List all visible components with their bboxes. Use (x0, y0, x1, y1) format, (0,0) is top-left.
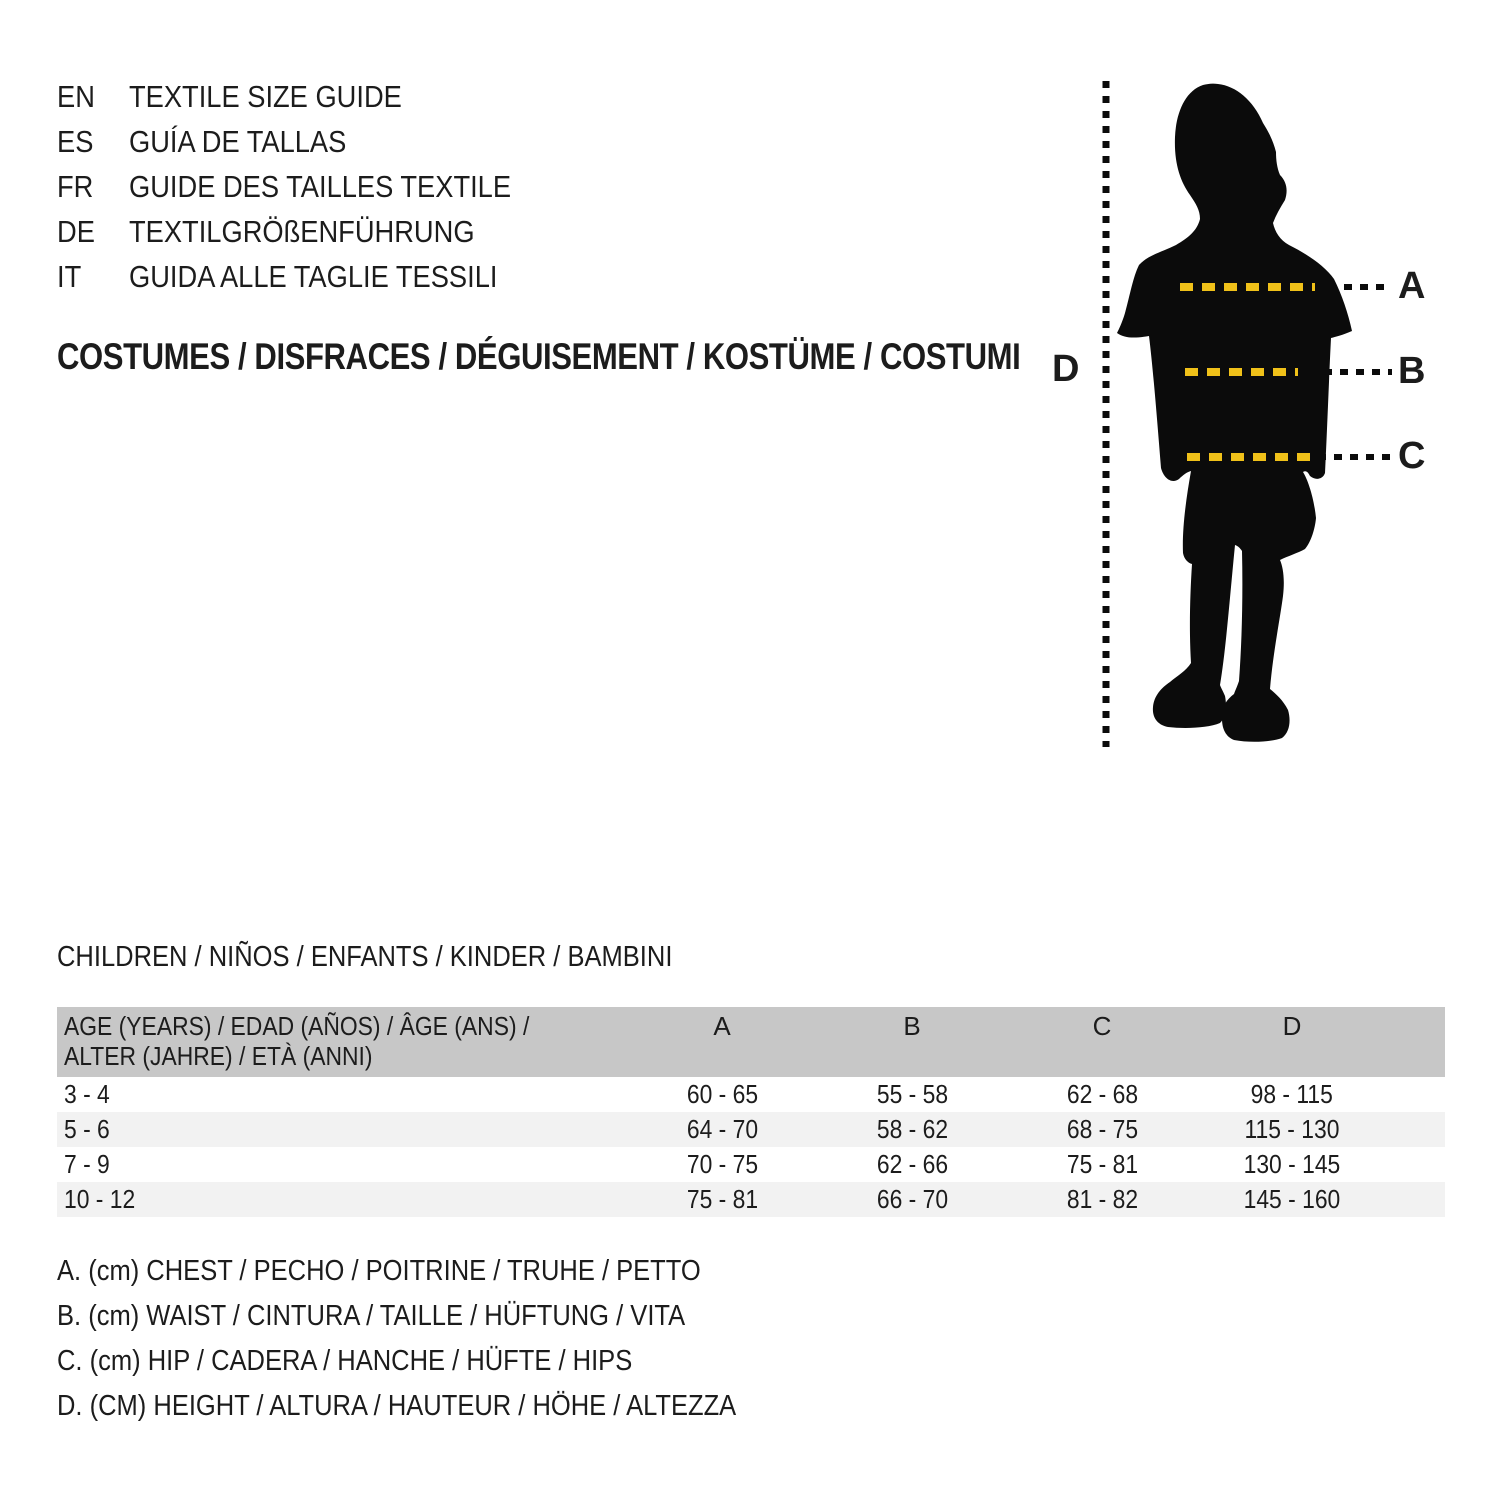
hip-cell: 81 - 82 (1066, 1184, 1138, 1214)
children-section-title: CHILDREN / NIÑOS / ENFANTS / KINDER / BAMBINI (57, 941, 673, 973)
measurement-legend (57, 1249, 829, 1429)
lang-title: GUIDA ALLE TAGLIE TESSILI (129, 258, 498, 294)
waist-cell: 58 - 62 (876, 1114, 948, 1144)
chest-cell: 75 - 81 (686, 1184, 758, 1214)
measure-label-c: C (1398, 435, 1426, 477)
table-row (57, 1077, 1445, 1112)
hip-cell: 75 - 81 (1066, 1149, 1138, 1179)
lang-code: IT (57, 258, 82, 294)
waist-cell: 55 - 58 (876, 1079, 948, 1109)
legend-height: D. (CM) HEIGHT / ALTURA / HAUTEUR / HÖHE / ALTEZZA (57, 1390, 737, 1422)
lang-row-es (57, 119, 563, 164)
lang-row-fr (57, 164, 563, 209)
child-silhouette (1117, 84, 1352, 742)
measure-label-b: B (1398, 350, 1426, 392)
size-table (57, 1007, 1445, 1217)
waist-cell: 62 - 66 (876, 1149, 948, 1179)
age-cell: 3 - 4 (64, 1079, 110, 1109)
table-row (57, 1112, 1445, 1147)
column-header-d: D (1282, 1011, 1302, 1041)
lang-row-it (57, 254, 563, 299)
column-header-a: A (713, 1011, 731, 1041)
size-table-header (57, 1007, 1445, 1077)
measure-label-a: A (1398, 265, 1426, 307)
table-row (57, 1147, 1445, 1182)
lang-row-de (57, 209, 563, 254)
legend-chest: A. (cm) CHEST / PECHO / POITRINE / TRUHE / PETTO (57, 1255, 701, 1287)
lang-code: FR (57, 168, 94, 204)
chest-cell: 64 - 70 (686, 1114, 758, 1144)
category-title: COSTUMES / DISFRACES / DÉGUISEMENT / KOSTÜME / COSTUMI (57, 336, 1021, 377)
language-title-list (57, 74, 563, 299)
lang-code: ES (57, 123, 94, 159)
age-column-header: AGE (YEARS) / EDAD (AÑOS) / ÂGE (ANS) / ALTER (JAHRE) / ETÀ (ANNI) (64, 1011, 530, 1071)
height-cell: 115 - 130 (1244, 1114, 1340, 1144)
chest-cell: 70 - 75 (686, 1149, 758, 1179)
lang-code: EN (57, 78, 95, 114)
age-cell: 7 - 9 (64, 1149, 110, 1179)
age-cell: 5 - 6 (64, 1114, 110, 1144)
height-cell: 130 - 145 (1243, 1149, 1341, 1179)
height-cell: 98 - 115 (1250, 1079, 1334, 1109)
waist-cell: 66 - 70 (876, 1184, 948, 1214)
lang-title: TEXTILE SIZE GUIDE (129, 78, 402, 114)
lang-code: DE (57, 213, 95, 249)
hip-cell: 62 - 68 (1066, 1079, 1138, 1109)
lang-title: TEXTILGRÖßENFÜHRUNG (129, 213, 475, 249)
legend-waist: B. (cm) WAIST / CINTURA / TAILLE / HÜFTUNG / VITA (57, 1300, 686, 1332)
child-silhouette-figure (1040, 75, 1460, 770)
table-row (57, 1182, 1445, 1217)
legend-hip: C. (cm) HIP / CADERA / HANCHE / HÜFTE / HIPS (57, 1345, 633, 1377)
column-header-c: C (1092, 1011, 1112, 1041)
chest-cell: 60 - 65 (686, 1079, 758, 1109)
lang-title: GUIDE DES TAILLES TEXTILE (129, 168, 512, 204)
lang-title: GUÍA DE TALLAS (129, 123, 347, 159)
lang-row-en (57, 74, 563, 119)
age-cell: 10 - 12 (64, 1184, 136, 1214)
hip-cell: 68 - 75 (1066, 1114, 1138, 1144)
height-cell: 145 - 160 (1243, 1184, 1341, 1214)
measure-label-d: D (1052, 348, 1080, 390)
column-header-b: B (903, 1011, 921, 1041)
